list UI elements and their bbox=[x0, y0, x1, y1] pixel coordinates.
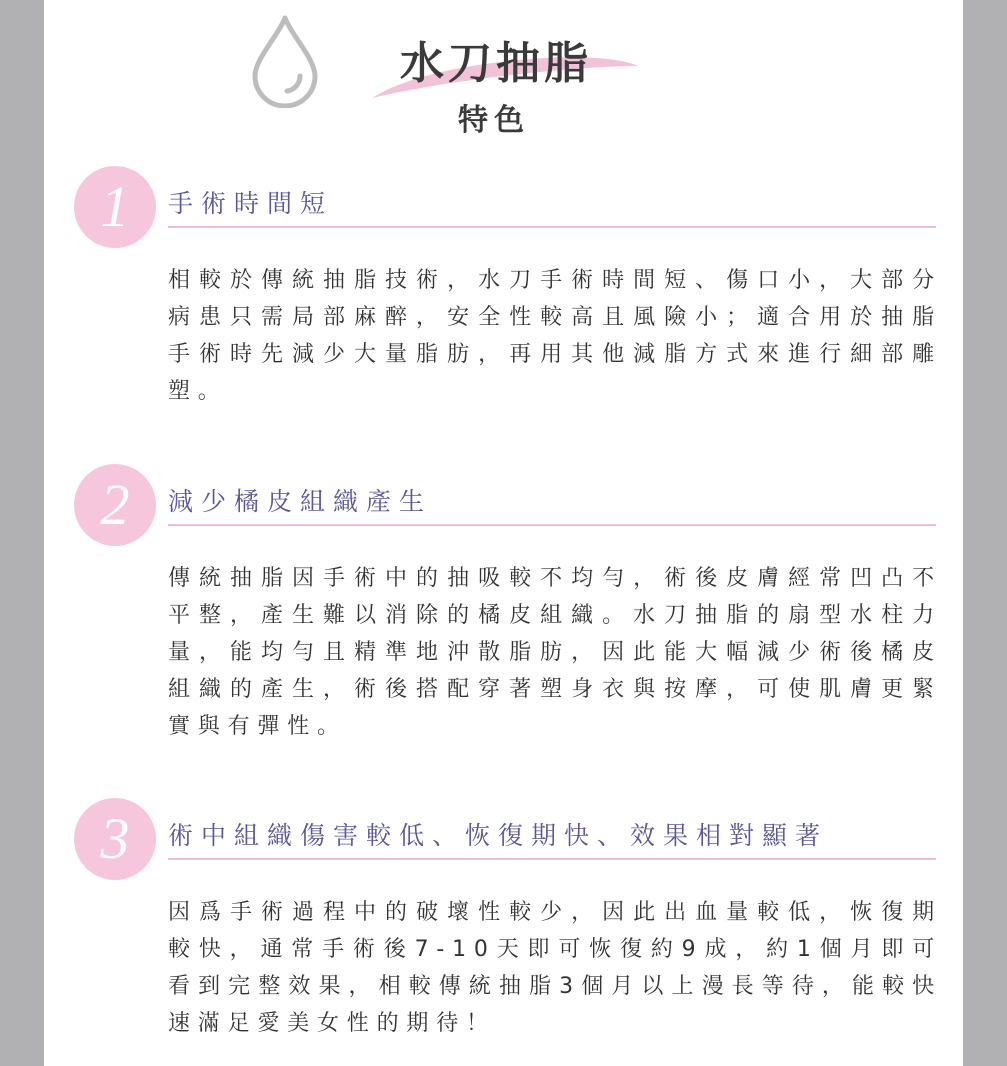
feature-heading: 手術時間短 bbox=[168, 189, 334, 218]
feature-heading: 減少橘皮組織產生 bbox=[168, 487, 433, 516]
number-badge bbox=[74, 798, 156, 880]
heading-divider bbox=[168, 226, 936, 228]
feature-body: 因爲手術過程中的破壞性較少，因此出血量較低，恢復期較快，通常手術後7-10天即可恢復約9成，約1個月即可看到完整效果，相較傳統抽脂3個月以上漫長等待，能較快速滿足愛美女性的期待！ bbox=[168, 900, 942, 1036]
number-badge bbox=[74, 464, 156, 546]
water-drop-icon bbox=[250, 14, 320, 108]
feature-body: 相較於傳統抽脂技術，水刀手術時間短、傷口小，大部分病患只需局部麻醉，安全性較高且風險小；適合用於抽脂手術時先減少大量脂肪，再用其他減脂方式來進行細部雕塑。 bbox=[168, 268, 942, 404]
heading-divider bbox=[168, 858, 936, 860]
feature-heading: 術中組織傷害較低、恢復期快、效果相對顯著 bbox=[168, 821, 829, 850]
heading-divider bbox=[168, 524, 936, 526]
number-badge bbox=[74, 166, 156, 248]
number-label: 2 bbox=[100, 472, 130, 537]
page-subtitle: 特色 bbox=[458, 103, 530, 138]
number-label: 1 bbox=[100, 174, 130, 239]
content-panel bbox=[44, 0, 963, 1066]
feature-body: 傳統抽脂因手術中的抽吸較不均勻，術後皮膚經常凹凸不平整，產生難以消除的橘皮組織。水刀抽脂的扇型水柱力量，能均勻且精準地沖散脂肪，因此能大幅減少術後橘皮組織的產生，術後搭配穿著塑身衣與按摩，可使肌膚更緊實與有彈性。 bbox=[168, 566, 942, 739]
number-label: 3 bbox=[100, 806, 130, 871]
page-title: 水刀抽脂 bbox=[400, 38, 592, 89]
